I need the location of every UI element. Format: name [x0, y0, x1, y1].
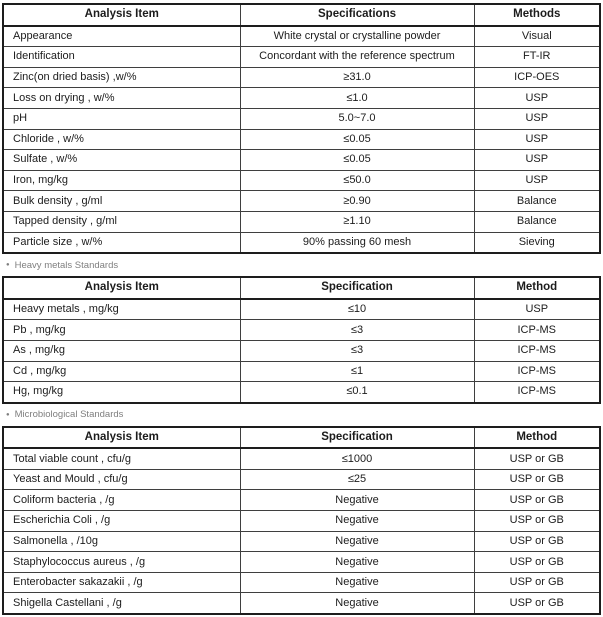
table-cell: Salmonella , /10g — [3, 531, 240, 552]
table-cell: Concordant with the reference spectrum — [240, 47, 474, 68]
table-cell: Pb , mg/kg — [3, 320, 240, 341]
table-row — [3, 191, 600, 212]
table-cell: ICP-MS — [474, 361, 600, 382]
section-label-text: Heavy metals Standards — [14, 259, 119, 271]
table-cell: Balance — [474, 191, 600, 212]
table-cell: Loss on drying , w/% — [3, 88, 240, 109]
bullet-icon: ● — [6, 262, 10, 269]
table-row — [3, 469, 600, 490]
table-row — [3, 340, 600, 361]
table-cell: Escherichia Coli , /g — [3, 511, 240, 532]
table-cell: ≤0.1 — [240, 382, 474, 403]
table-cell: ≥31.0 — [240, 67, 474, 88]
section-label-text: Microbiological Standards — [14, 409, 124, 421]
column-header: Specification — [240, 277, 474, 299]
table-cell: Negative — [240, 531, 474, 552]
table-cell: Negative — [240, 572, 474, 593]
table-cell: Hg, mg/kg — [3, 382, 240, 403]
table-cell: ≤10 — [240, 299, 474, 320]
table-cell: USP or GB — [474, 448, 600, 469]
table-cell: USP — [474, 150, 600, 171]
table-row — [3, 593, 600, 614]
table-cell: USP or GB — [474, 511, 600, 532]
table-cell: USP or GB — [474, 490, 600, 511]
header-row — [3, 4, 600, 26]
table-row — [3, 448, 600, 469]
table-cell: ≤1.0 — [240, 88, 474, 109]
table-cell: USP or GB — [474, 552, 600, 573]
table-cell: Visual — [474, 26, 600, 47]
column-header: Specification — [240, 427, 474, 449]
header-row — [3, 427, 600, 449]
table-cell: ICP-MS — [474, 340, 600, 361]
table-cell: ≤3 — [240, 320, 474, 341]
table-cell: ICP-OES — [474, 67, 600, 88]
table-cell: ICP-MS — [474, 320, 600, 341]
table-row — [3, 382, 600, 403]
general-specifications-table — [2, 3, 601, 254]
table-row — [3, 552, 600, 573]
table-cell: Bulk density , g/ml — [3, 191, 240, 212]
table-cell: Enterobacter sakazakii , /g — [3, 572, 240, 593]
table-row — [3, 361, 600, 382]
table-cell: 5.0~7.0 — [240, 108, 474, 129]
table-cell: Negative — [240, 552, 474, 573]
table-row — [3, 490, 600, 511]
header-row — [3, 277, 600, 299]
table-cell: ≥1.10 — [240, 211, 474, 232]
table-cell: Particle size , w/% — [3, 232, 240, 253]
section-label — [2, 404, 601, 426]
table-row — [3, 299, 600, 320]
table-row — [3, 150, 600, 171]
table-cell: USP — [474, 170, 600, 191]
section-label — [2, 254, 601, 276]
table-cell: Heavy metals , mg/kg — [3, 299, 240, 320]
table-cell: Sieving — [474, 232, 600, 253]
table-cell: USP — [474, 108, 600, 129]
table-row — [3, 211, 600, 232]
table-cell: ≥0.90 — [240, 191, 474, 212]
table-row — [3, 572, 600, 593]
table-cell: Total viable count , cfu/g — [3, 448, 240, 469]
table-row — [3, 320, 600, 341]
table-cell: ≤1 — [240, 361, 474, 382]
table-cell: Iron, mg/kg — [3, 170, 240, 191]
table-cell: FT-IR — [474, 47, 600, 68]
table-cell: ≤0.05 — [240, 129, 474, 150]
heavy-metals-table — [2, 276, 601, 404]
table-row — [3, 67, 600, 88]
table-cell: 90% passing 60 mesh — [240, 232, 474, 253]
table-cell: USP or GB — [474, 593, 600, 614]
table-cell: Negative — [240, 511, 474, 532]
table-cell: Cd , mg/kg — [3, 361, 240, 382]
table-cell: ≤25 — [240, 469, 474, 490]
table-cell: Chloride , w/% — [3, 129, 240, 150]
table-cell: White crystal or crystalline powder — [240, 26, 474, 47]
table-cell: USP — [474, 129, 600, 150]
table-cell: Tapped density , g/ml — [3, 211, 240, 232]
table-row — [3, 88, 600, 109]
column-header: Method — [474, 277, 600, 299]
table-cell: ICP-MS — [474, 382, 600, 403]
table-row — [3, 170, 600, 191]
column-header: Analysis Item — [3, 427, 240, 449]
table-cell: ≤3 — [240, 340, 474, 361]
column-header: Specifications — [240, 4, 474, 26]
table-cell: Balance — [474, 211, 600, 232]
table-cell: Negative — [240, 490, 474, 511]
column-header: Methods — [474, 4, 600, 26]
column-header: Analysis Item — [3, 4, 240, 26]
table-cell: USP — [474, 88, 600, 109]
table-row — [3, 232, 600, 253]
table-row — [3, 531, 600, 552]
table-cell: Yeast and Mould , cfu/g — [3, 469, 240, 490]
table-cell: USP or GB — [474, 572, 600, 593]
table-cell: Appearance — [3, 26, 240, 47]
table-row — [3, 26, 600, 47]
table-cell: Staphylococcus aureus , /g — [3, 552, 240, 573]
table-cell: ≤1000 — [240, 448, 474, 469]
table-row — [3, 511, 600, 532]
table-cell: Sulfate , w/% — [3, 150, 240, 171]
bullet-icon: ● — [6, 411, 10, 418]
table-cell: As , mg/kg — [3, 340, 240, 361]
column-header: Analysis Item — [3, 277, 240, 299]
table-row — [3, 108, 600, 129]
table-cell: Zinc(on dried basis) ,w/% — [3, 67, 240, 88]
table-cell: USP — [474, 299, 600, 320]
table-cell: ≤0.05 — [240, 150, 474, 171]
microbiological-table — [2, 426, 601, 615]
table-cell: Shigella Castellani , /g — [3, 593, 240, 614]
table-cell: USP or GB — [474, 469, 600, 490]
table-row — [3, 47, 600, 68]
table-cell: USP or GB — [474, 531, 600, 552]
table-cell: Identification — [3, 47, 240, 68]
table-cell: pH — [3, 108, 240, 129]
table-cell: Negative — [240, 593, 474, 614]
table-row — [3, 129, 600, 150]
table-cell: Coliform bacteria , /g — [3, 490, 240, 511]
table-cell: ≤50.0 — [240, 170, 474, 191]
column-header: Method — [474, 427, 600, 449]
